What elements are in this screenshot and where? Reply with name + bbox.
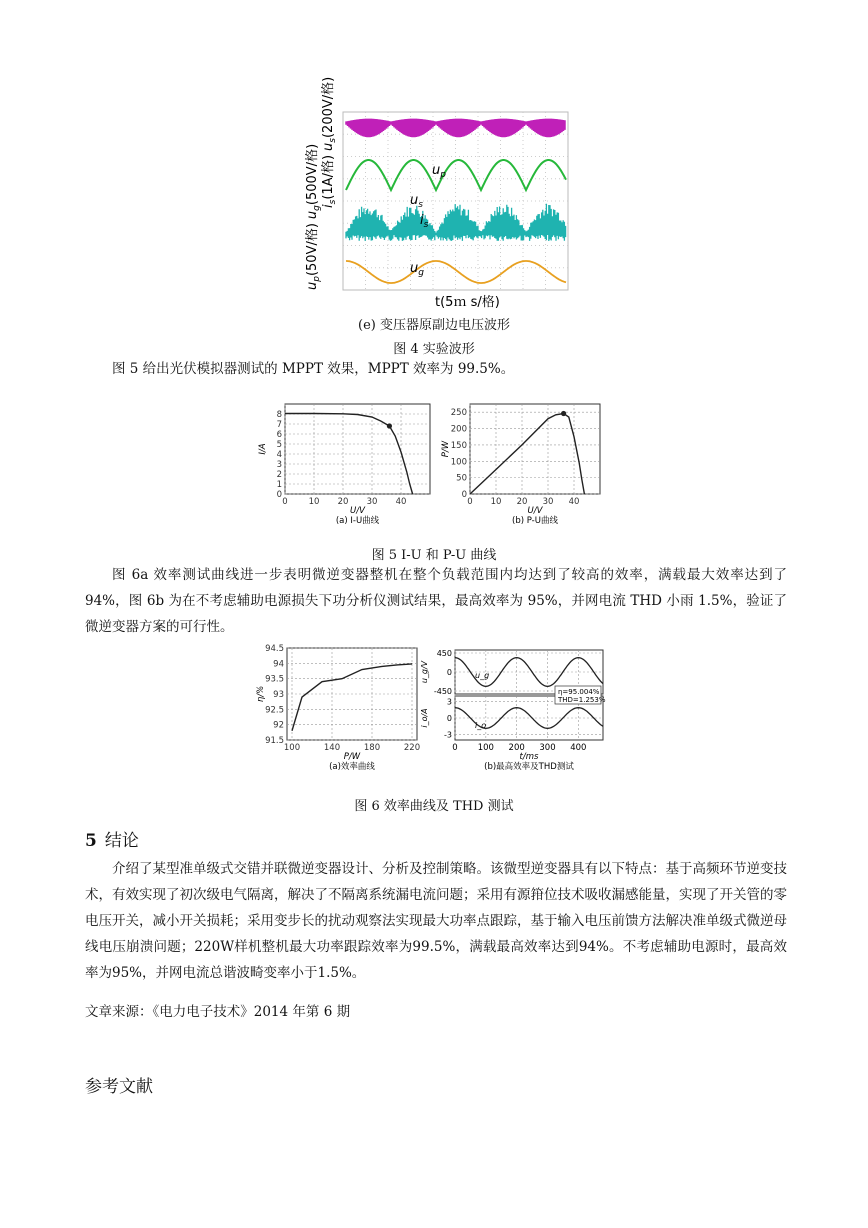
x-tick-label: 0 [452, 743, 458, 753]
x-tick-label: 400 [570, 743, 587, 753]
y-tick-label: 200 [450, 424, 467, 435]
y-tick-label: 150 [450, 440, 467, 451]
references-heading: 参考文献 [85, 1077, 153, 1097]
plot-area [470, 404, 600, 494]
y-tick-label: 7 [276, 420, 282, 430]
section-5-heading [85, 826, 139, 851]
y-tick-label: 2 [276, 470, 282, 480]
x-axis-label: t/ms [519, 752, 539, 762]
subcaption: (a) I-U曲线 [335, 516, 380, 526]
x-tick-label: 0 [467, 497, 473, 507]
y-tick-label: 92.5 [265, 705, 284, 716]
x-tick-label: 140 [323, 743, 341, 753]
subcaption: (a)效率曲线 [329, 762, 375, 772]
figure-4-caption: 图 4 实验波形 [393, 342, 475, 357]
figure-4-subcaption: (e) 变压器原副边电压波形 [358, 318, 510, 333]
x-tick-label: 200 [508, 743, 525, 753]
y-tick-label: 94 [273, 659, 284, 670]
figure-4e [300, 76, 580, 310]
trace-label: i_o [475, 721, 487, 730]
x-tick-label: 30 [542, 497, 554, 507]
paragraph-fig5-intro: 图 5 给出光伏模拟器测试的 MPPT 效果，MPPT 效率为 99.5%。 [112, 361, 515, 377]
x-tick-label: 10 [490, 497, 502, 507]
y-tick-label: 450 [436, 649, 452, 658]
oscilloscope-waveform [300, 76, 580, 310]
figure-5 [255, 396, 605, 536]
y-axis-label-left: $u_p(50V/$格)$u_g(500V/$格) [305, 143, 322, 290]
y-tick-label: 0 [446, 714, 452, 723]
y-tick-label: 92 [273, 720, 284, 731]
x-tick-label: 40 [568, 497, 580, 507]
y-axis-label-right: $i_s(1A/$格)$u_s(200V/$格) [321, 76, 338, 208]
section-title: 结论 [104, 831, 139, 851]
x-tick-label: 20 [516, 497, 528, 507]
paragraph-fig6-intro: 图 6a 效率测试曲线进一步表明微逆变器整机在整个负载范围内均达到了较高的效率，满载最大效率达到了 94%，图 6b 为在不考虑辅助电源损失下功分析仪测试结果，最高效率为 95%，并网电流 THD 小雨 1.5%，验证了微逆变器方案的可行性。 [85, 567, 787, 635]
section-5-body: 介绍了某型准单级式交错并联微逆变器设计、分析及控制策略。该微型逆变器具有以下特点：基于高频环节逆变技术，有效实现了初次级电气隔离，解决了不隔离系统漏电流问题；采用有源箝位技术吸收漏感能量，实现了开关管的零电压开关，减小开关损耗；采用变步长的扰动观察法实现最大功率点跟踪，基于输入电压前馈方法解决准单级式微逆母线电压崩溃问题；220W样机整机最大功率跟踪效率为99.5%，满载最高效率达到94%。不考虑辅助电源时，最高效率为95%，并网电流总谐波畸变率小于1.5%。 [85, 861, 787, 981]
y-axis-label: i_o/A [420, 708, 429, 728]
wave-label-ug: $u_g$ [410, 261, 424, 278]
x-tick-label: 300 [539, 743, 556, 753]
x-tick-label: 40 [395, 497, 407, 507]
subcaption: (b)最高效率及THD测试 [484, 762, 574, 772]
article-source: 文章来源：《电力电子技术》2014 年第 6 期 [85, 1004, 351, 1020]
x-tick-label: 100 [283, 743, 301, 753]
y-tick-label: 94.5 [265, 644, 284, 654]
mpp-marker [561, 411, 566, 416]
mpp-marker [387, 423, 392, 428]
y-tick-label: 91.5 [265, 736, 284, 746]
figure-6-charts [255, 640, 610, 780]
y-tick-label: 250 [450, 408, 467, 419]
y-tick-label: 50 [456, 473, 467, 484]
wave-label-up: $u_p$ [432, 163, 446, 180]
y-tick-label: -450 [433, 687, 452, 696]
y-tick-label: 0 [446, 668, 452, 677]
x-tick-label: 0 [282, 497, 288, 507]
figure-5-charts [255, 396, 605, 536]
y-axis-label: I/A [258, 443, 268, 455]
x-tick-label: 180 [363, 743, 381, 753]
y-tick-label: 93.5 [265, 674, 284, 685]
y-tick-label: 4 [276, 450, 282, 460]
x-tick-label: 30 [366, 497, 378, 507]
figure-6 [255, 640, 610, 780]
y-axis-label: P/W [441, 440, 451, 458]
y-tick-label: 93 [273, 690, 284, 700]
x-axis-label: P/W [343, 752, 361, 762]
section-number: 5 [85, 831, 97, 851]
trace-label: u_g [475, 671, 490, 680]
subcaption: (b) P-U曲线 [512, 516, 558, 526]
x-tick-label: 20 [337, 497, 349, 507]
y-axis-label: η/% [256, 685, 266, 703]
x-axis-label: U/V [527, 506, 543, 516]
y-tick-label: 3 [446, 697, 452, 707]
y-tick-label: 6 [276, 430, 282, 440]
wave-label-is: $i_s$ [420, 213, 429, 230]
annotation-text: η=95.004% [558, 688, 600, 696]
y-tick-label: 8 [276, 410, 282, 420]
y-tick-label: -3 [444, 730, 452, 740]
annotation-text: THD=1.253% [558, 696, 606, 704]
y-tick-label: 1 [276, 480, 282, 490]
y-axis-label: u_g/V [420, 660, 429, 684]
figure-5-caption: 图 5 I-U 和 P-U 曲线 [371, 548, 497, 563]
y-tick-label: 3 [276, 460, 282, 470]
x-axis-label: U/V [350, 506, 365, 516]
x-tick-label: 100 [477, 743, 494, 753]
wave-label-us: $u_s$ [410, 193, 423, 210]
x-tick-label: 220 [403, 743, 421, 753]
x-axis-label: t(5ｍ s/格) [435, 295, 500, 310]
y-tick-label: 100 [450, 457, 467, 468]
y-tick-label: 5 [276, 440, 282, 450]
y-tick-label: 0 [461, 490, 467, 500]
figure-6-caption: 图 6 效率曲线及 THD 测试 [354, 799, 514, 814]
x-tick-label: 10 [308, 497, 320, 507]
y-tick-label: 0 [276, 490, 282, 500]
